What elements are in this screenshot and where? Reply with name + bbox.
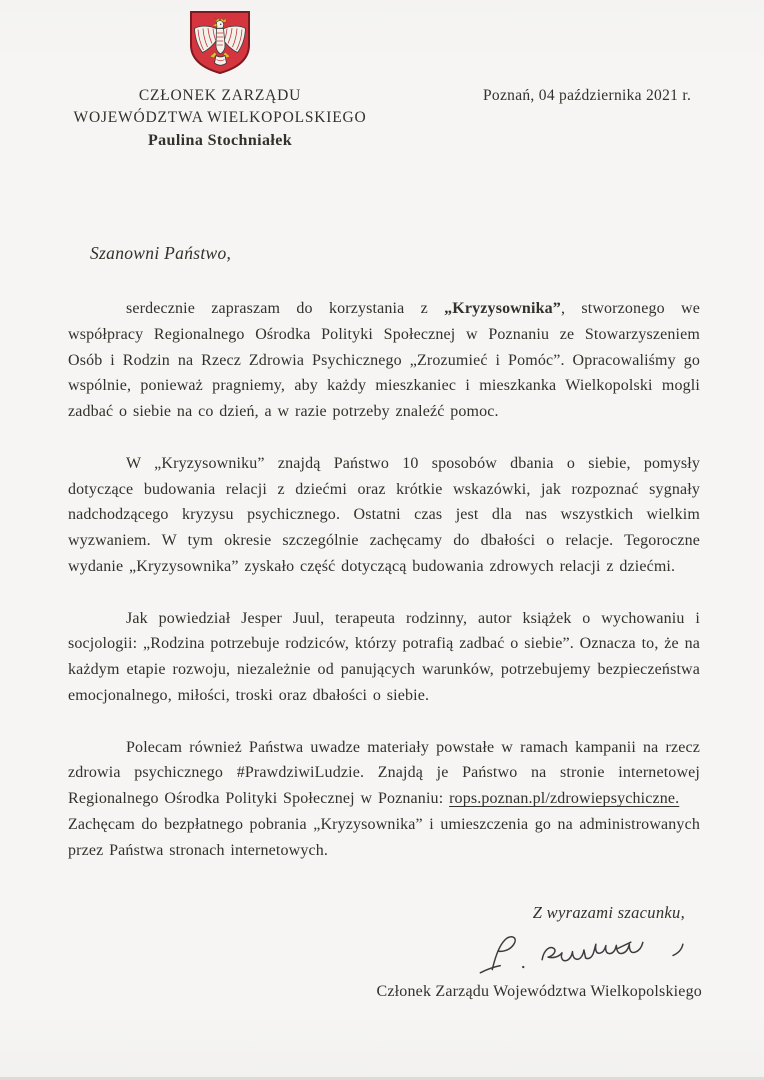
sender-name: Paulina Stochniałek: [147, 132, 293, 149]
closing-phrase: Z wyrazami szacunku,: [532, 903, 685, 922]
paragraph-2: W „Kryzysowniku” znajdą Państwo 10 sposobów dbania o siebie, pomysły dotyczące budowania relacji z dziećmi oraz krótkie wskazówki, jak rozpoznać sygnały nadchodzącego kryzysu psychicznego. Ostatni czas jest dla nas wszystkich wielkim wyzwaniem. W tym okresie szczególnie zachęcamy do dbałości o relacje. Tegoroczne wydanie „Kryzysownika” zyskało część dotyczącą budowania zdrowych relacji z dziećmi.: [68, 454, 700, 575]
paragraph-5: Zachęcam do bezpłatnego pobrania „Kryzysownika” i umieszczenia go na administrowanych przez Państwa stronach internetowych.: [68, 815, 700, 859]
paragraph-1-continuation: , stworzonego we współpracy Regionalnego Ośrodka Polityki Społecznej w Poznaniu ze Stowarzyszeniem Osób i Rodzin na Rzecz Zdrowia Psychicznego „Zrozumieć i Pomóc”. Opracowaliśmy go wspólnie, ponieważ pragniemy, aby każdy mieszkaniec i mieszkanka Wielkopolski mogli zadbać o siebie na co dzień, a w razie potrzeby znaleźć pomoc.: [68, 300, 700, 421]
paragraph-4: [68, 735, 700, 812]
sender-block: [50, 85, 390, 152]
rops-website-link[interactable]: rops.poznan.pl/zdrowiepsychiczne.: [449, 790, 680, 808]
paragraph-4-text: Polecam również Państwa uwadze materiały powstałe w ramach kampanii na rzecz zdrowia psychicznego #PrawdziwiLudzie. Znajdą je Państwo na stronie internetowej Regionalnego Ośrodka Polityki Społecznej w Poznaniu:: [68, 738, 700, 808]
sender-office-line1: CZŁONEK ZARZĄDU: [138, 87, 302, 104]
kryzysownik-bold-text: „Kryzysownika”: [444, 300, 561, 317]
sender-office-line2: WOJEWÓDZTWA WIELKOPOLSKIEGO: [73, 108, 367, 126]
signature-image: [466, 924, 699, 982]
coat-of-arms-icon: [189, 10, 251, 76]
wielkopolska-eagle-shield: [189, 10, 251, 76]
paragraph-3: Jak powiedział Jesper Juul, terapeuta rodzinny, autor książek o wychowaniu i socjologii: „Rodzina potrzebuje rodziców, którzy potrafią zadbać o siebie”. Oznacza to, że na każdym etapie rozwoju, niezależnie od panujących warunków, potrzebujemy bezpieczeństwa emocjonalnego, miłości, troski oraz dbałości o siebie.: [68, 609, 700, 704]
dateline: Poznań, 04 października 2021 r.: [483, 87, 692, 104]
letter-body: [68, 296, 700, 864]
signoff-title: Członek Zarządu Województwa Wielkopolskiego: [376, 983, 702, 1000]
paragraph-1-text: serdecznie zapraszam do korzystania z: [126, 300, 445, 317]
salutation: Szanowni Państwo,: [90, 243, 232, 263]
paragraph-1: [68, 296, 700, 425]
